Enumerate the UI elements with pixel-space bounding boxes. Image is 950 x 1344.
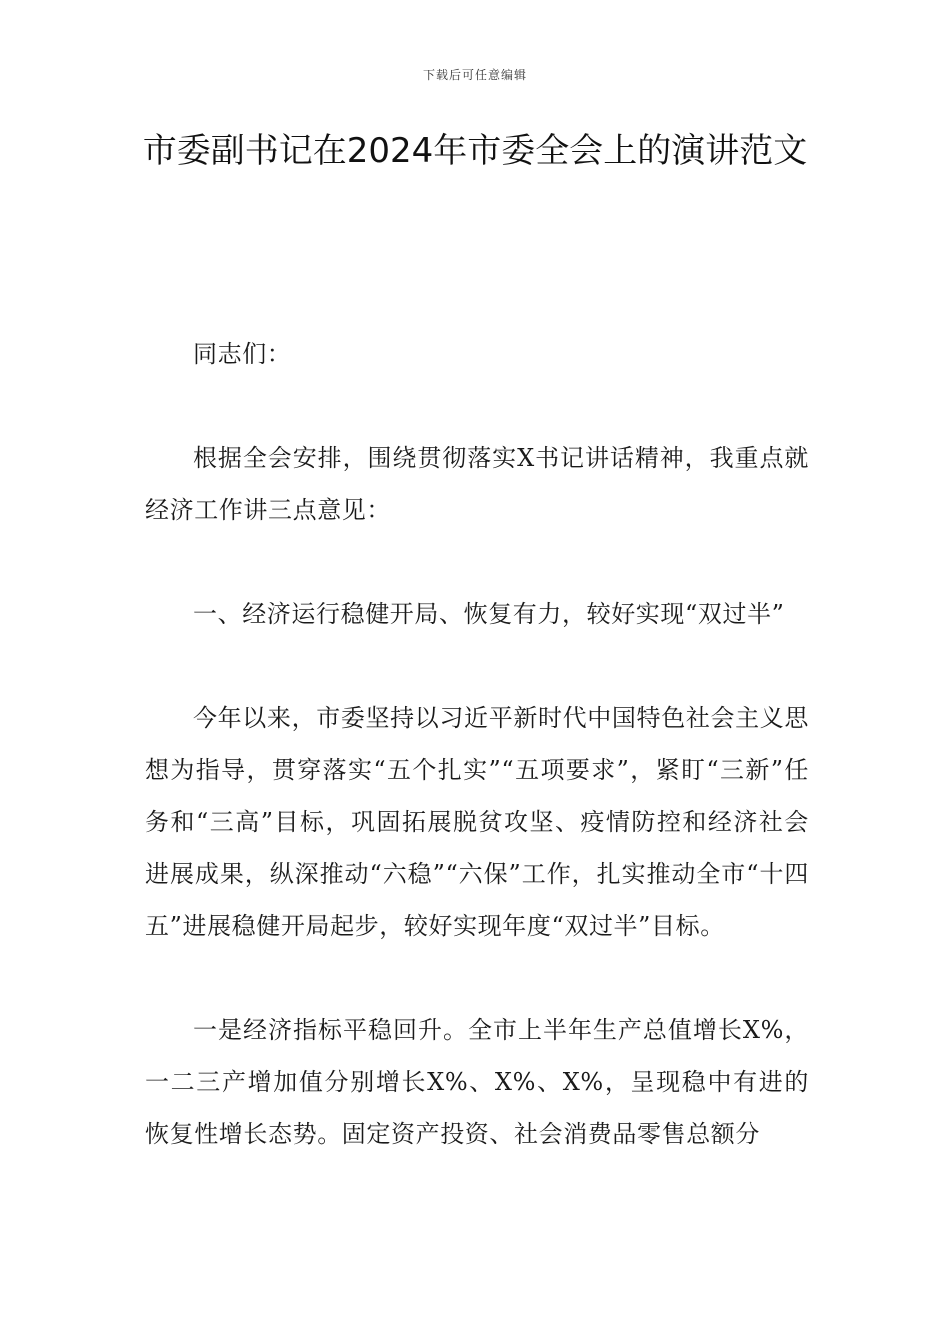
paragraph-section-heading: 一、经济运行稳健开局、恢复有力，较好实现“双过半” [193,600,785,628]
paragraph-intro: 根据全会安排，围绕贯彻落实X书记讲话精神，我重点就经济工作讲三点意见： [145,444,809,524]
header-note: 下载后可任意编辑 [422,68,527,82]
paragraph-overview: 今年以来，市委坚持以习近平新时代中国特色社会主义思想为指导，贯穿落实“五个扎实”“五项要求”，紧盯“三新”任务和“三高”目标，巩固拓展脱贫攻坚、疫情防控和经济社会进展成果，纵深推动“六稳”“六保”工作，扎实推动全市“十四五”进展稳健开局起步，较好实现年度“双过半”目标。 [145,704,809,940]
document-title: 市委副书记在2024年市委全会上的演讲范文 [142,131,808,171]
document-body [145,328,809,1212]
paragraph-salutation: 同志们： [193,340,292,368]
paragraph-point-one: 一是经济指标平稳回升。全市上半年生产总值增长X%，一二三产增加值分别增长X%、X%、X%，呈现稳中有进的恢复性增长态势。固定资产投资、社会消费品零售总额分 [145,1016,809,1148]
